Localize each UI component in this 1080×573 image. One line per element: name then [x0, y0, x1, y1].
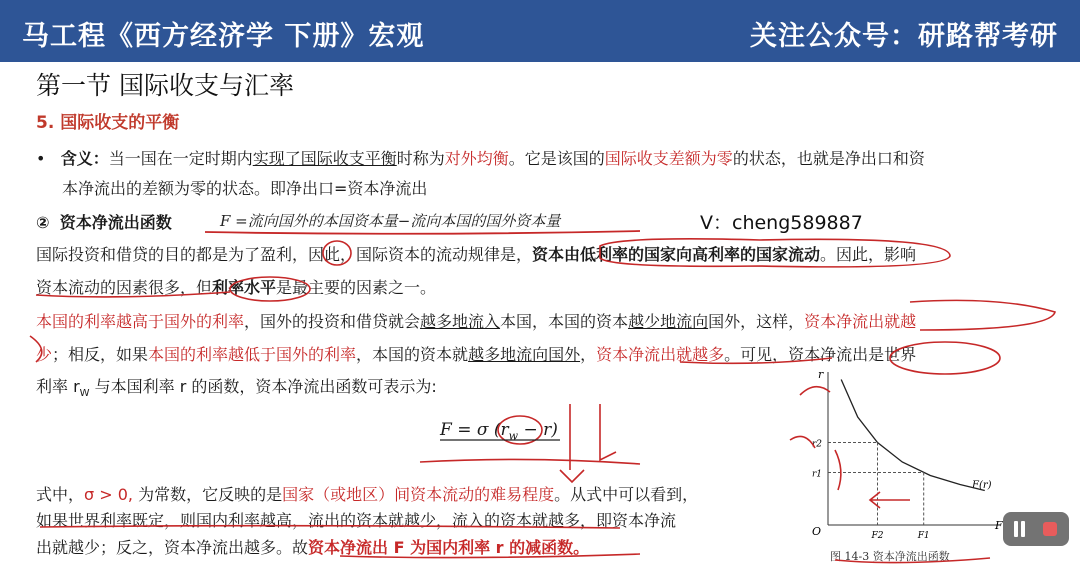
slide-title: 第一节 国际收支与汇率 — [36, 71, 294, 100]
pause-icon[interactable] — [1013, 521, 1027, 537]
figure-caption: 图 14-3 资本净流出函数 — [830, 550, 950, 563]
watermark-contact: V：cheng589887 — [700, 212, 863, 234]
y-tick-label: r2 — [812, 439, 823, 450]
x-tick-label: F2 — [871, 531, 884, 541]
formula: F = σ $(r_w - r)$ — [440, 420, 558, 443]
function-heading: ② 资本净流出函数 — [36, 213, 172, 232]
paragraph-line-5: 利率 $r_W$ 与本国利率 r 的函数，资本净流出函数可表示为: — [36, 377, 437, 400]
paragraph-line-8: 出就越少；反之，资本净流出越多。故资本净流出 F 为国内利率 r 的减函数。 — [36, 538, 590, 557]
course-title: 马工程《西方经济学 下册》宏观 — [22, 21, 425, 52]
annotation-stroke — [420, 459, 640, 464]
paragraph-line-1: 国际投资和借贷的目的都是为了盈利，因此，国际资本的流动规律是，资本由低利率的国家向高利率的国家流动。因此，影响 — [36, 245, 917, 264]
player-controls — [1003, 512, 1069, 546]
paragraph-line-6: 式中，σ > 0, 为常数，它反映的是国家（或地区）间资本流动的难易程度。从式中可以看到， — [36, 485, 699, 504]
paragraph-line-3: 本国的利率越高于国外的利率，国外的投资和借贷就会越多地流入本国，本国的资本越少地流向国外，这样，资本净流出就越 — [36, 312, 917, 331]
paragraph-line-4: 少；相反，如果本国的利率越低于国外的利率，本国的资本就越多地流向国外，资本净流出就越多。可见，资本净流出是世界 — [36, 345, 917, 364]
promo-text: 关注公众号：研路帮考研 — [750, 21, 1058, 52]
curve-F-r — [841, 380, 985, 491]
section-heading: 5. 国际收支的平衡 — [36, 113, 180, 133]
annotation-stroke — [205, 231, 640, 234]
paragraph-line-2: 资本流动的因素很多，但利率水平是最主要的因素之一。 — [36, 278, 437, 297]
paragraph-line-7: 如果世界利率既定，则国内利率越高，流出的资本就越少，流入的资本就越多，即资本净流 — [36, 511, 677, 530]
annotation-stroke — [910, 300, 1055, 330]
stop-icon[interactable] — [1043, 522, 1057, 536]
capital-outflow-chart — [800, 360, 1010, 545]
function-definition: F =流向国外的本国资本量−流向本国的国外资本量 — [220, 212, 561, 230]
bullet: • — [36, 149, 61, 168]
y-tick-label: r1 — [812, 469, 823, 480]
annotation-stroke — [560, 404, 616, 482]
definition-line-2: 本净流出的差额为零的状态。即净出口=资本净流出 — [62, 179, 428, 198]
curve-label: F(r) — [972, 480, 992, 491]
x-tick-label: F1 — [917, 531, 930, 541]
x-axis-label: F — [995, 519, 1003, 532]
y-axis-label: r — [818, 368, 824, 381]
title-banner — [0, 0, 1080, 62]
origin-label: O — [812, 525, 822, 538]
definition-line: • 含义：当一国在一定时期内实现了国际收支平衡时称为对外均衡。它是该国的国际收支差额为零的状态，也就是净出口和资 — [36, 149, 925, 168]
